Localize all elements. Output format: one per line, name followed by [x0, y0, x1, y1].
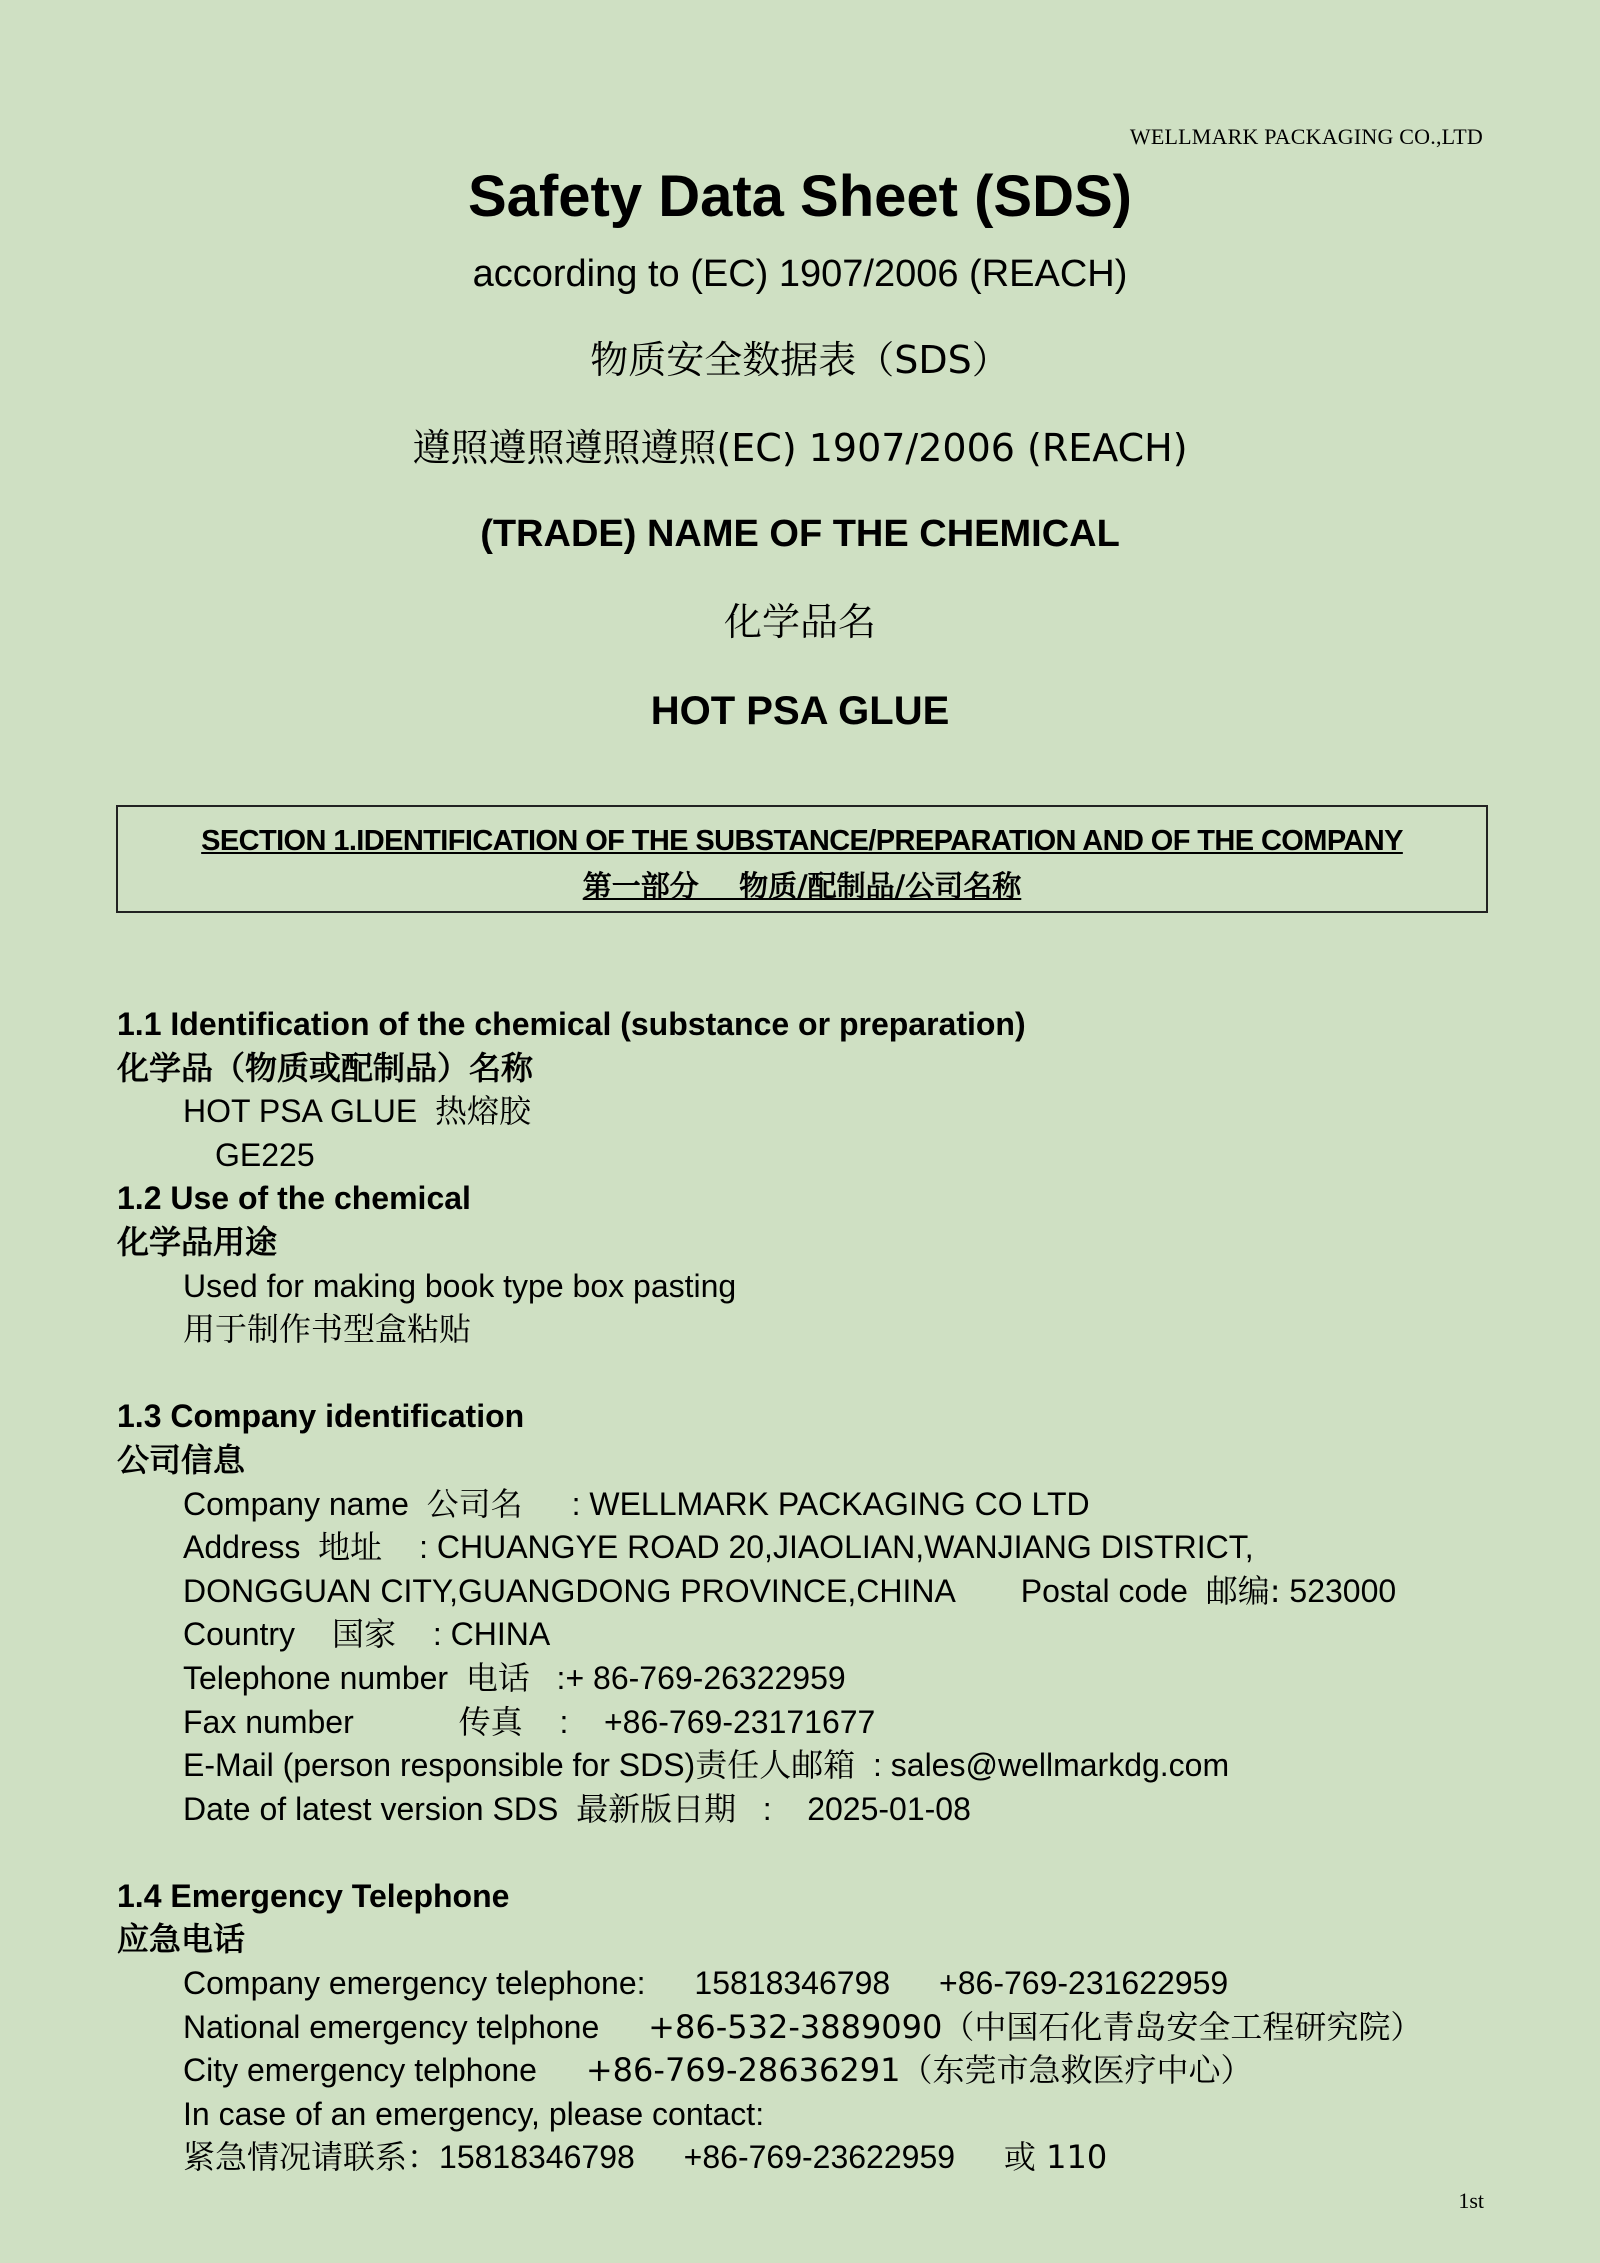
regulation-subtitle: according to (EC) 1907/2006 (REACH) [472, 253, 1128, 295]
address-value-line-1: : CHUANGYE ROAD 20,JIAOLIAN,WANJIANG DISTRICT, [419, 1529, 1254, 1566]
emergency-contact-phone-2: +86-769-23622959 [683, 2139, 956, 2176]
subsection-1-2-heading: 1.2 Use of the chemical [117, 1180, 471, 1217]
section-1-heading: SECTION 1.IDENTIFICATION OF THE SUBSTANCE/PREPARATION AND OF THE COMPANY [201, 825, 1403, 857]
address-value-line-2: DONGGUAN CITY,GUANGDONG PROVINCE,CHINA [183, 1572, 956, 1609]
subsection-1-1-heading: 1.1 Identification of the chemical (substance or preparation) [117, 1006, 1026, 1042]
telephone-value: :+ 86-769-26322959 [556, 1659, 846, 1696]
fax-line [117, 1701, 1517, 1745]
company-name-value: : WELLMARK PACKAGING CO LTD [571, 1485, 1090, 1522]
page-number: 1st [1458, 2188, 1484, 2213]
company-name-label: Company name [183, 1485, 409, 1522]
subsection-1-2-heading-zh: 化学品用途 [117, 1222, 278, 1261]
latest-version-date-value: : 2025-01-08 [762, 1790, 971, 1827]
postal-code-label-zh: 邮编: [1205, 1571, 1281, 1610]
title-block [0, 160, 1600, 736]
telephone-label: Telephone number [183, 1659, 449, 1696]
emergency-contact-note: In case of an emergency, please contact: [183, 2095, 765, 2132]
section-1-content [117, 1003, 1517, 2180]
product-name-line [117, 1090, 1517, 1134]
regulation-subtitle-zh: 遵照遵照遵照遵照(EC) 1907/2006 (REACH) [412, 426, 1188, 470]
use-text-zh: 用于制作书型盒粘贴 [183, 1310, 472, 1349]
city-emergency-line [117, 2049, 1517, 2093]
postal-code-value: 523000 [1289, 1572, 1397, 1609]
emergency-contact-label-zh: 紧急情况请联系： [183, 2138, 440, 2177]
emergency-contact-line [117, 2136, 1517, 2180]
address-label-zh: 地址 [318, 1528, 383, 1567]
trade-name-label-zh: 化学品名 [723, 600, 876, 644]
national-emergency-line [117, 2006, 1517, 2050]
product-name-value: HOT PSA GLUE [183, 1093, 418, 1130]
subsection-1-4-heading-zh: 应急电话 [117, 1920, 246, 1959]
product-name: HOT PSA GLUE [650, 689, 950, 733]
fax-label: Fax number [183, 1703, 354, 1740]
city-emergency-label: City emergency telphone [183, 2052, 537, 2089]
address-line-2 [117, 1570, 1517, 1614]
company-emergency-phone-2: +86-769-231622959 [939, 1965, 1229, 2002]
fax-label-zh: 传真 [458, 1702, 523, 1741]
use-text: Used for making book type box pasting [183, 1267, 737, 1304]
company-header: WELLMARK PACKAGING CO.,LTD [1129, 124, 1483, 149]
document-title-zh: 物质安全数据表（SDS） [590, 338, 1010, 382]
subsection-1-3-heading: 1.3 Company identification [117, 1398, 525, 1435]
company-emergency-line [117, 1962, 1517, 2006]
company-name-label-zh: 公司名 [426, 1484, 523, 1523]
address-label: Address [183, 1529, 301, 1566]
subsection-1-3-heading-zh: 公司信息 [117, 1440, 246, 1479]
country-label-zh: 国家 [331, 1615, 396, 1654]
email-value: : sales@wellmarkdg.com [872, 1747, 1230, 1784]
subsection-1-4-heading: 1.4 Emergency Telephone [117, 1877, 510, 1914]
section-1-heading-box [116, 805, 1488, 913]
city-emergency-value: +86-769-28636291（东莞市急救医疗中心） [585, 2051, 1253, 2090]
company-emergency-phone-1: 15818346798 [694, 1965, 891, 2002]
fax-value: : +86-769-23171677 [559, 1703, 876, 1740]
country-label: Country [183, 1616, 296, 1653]
emergency-contact-phone-1: 15818346798 [439, 2139, 635, 2176]
product-name-value-zh: 热熔胶 [434, 1092, 531, 1131]
emergency-contact-phone-3: 或 110 [1003, 2138, 1108, 2177]
email-label-zh: 责任人邮箱 [695, 1746, 856, 1785]
national-emergency-label: National emergency telphone [183, 2008, 600, 2045]
national-emergency-value: +86-532-3889090（中国石化青岛安全工程研究院） [648, 2007, 1423, 2046]
company-name-line [117, 1483, 1517, 1527]
country-value: : CHINA [432, 1616, 551, 1653]
telephone-line [117, 1657, 1517, 1701]
latest-version-date-label-zh: 最新版日期 [576, 1789, 737, 1828]
document-title: Safety Data Sheet (SDS) [468, 164, 1132, 229]
email-line [117, 1744, 1517, 1788]
product-code: GE225 [215, 1136, 315, 1173]
subsection-1-1-heading-zh: 化学品（物质或配制品）名称 [117, 1048, 534, 1087]
address-line-1 [117, 1526, 1517, 1570]
company-emergency-label: Company emergency telephone: [183, 1965, 646, 2002]
email-label: E-Mail (person responsible for SDS) [183, 1747, 696, 1784]
trade-name-label: (TRADE) NAME OF THE CHEMICAL [480, 513, 1120, 555]
country-line [117, 1613, 1517, 1657]
latest-version-date-label: Date of latest version SDS [183, 1790, 559, 1827]
telephone-label-zh: 电话 [465, 1658, 530, 1697]
postal-code-label: Postal code [1020, 1572, 1188, 1609]
latest-version-date-line [117, 1788, 1517, 1832]
section-1-heading-zh: 第一部分 物质/配制品/公司名称 [582, 869, 1022, 903]
